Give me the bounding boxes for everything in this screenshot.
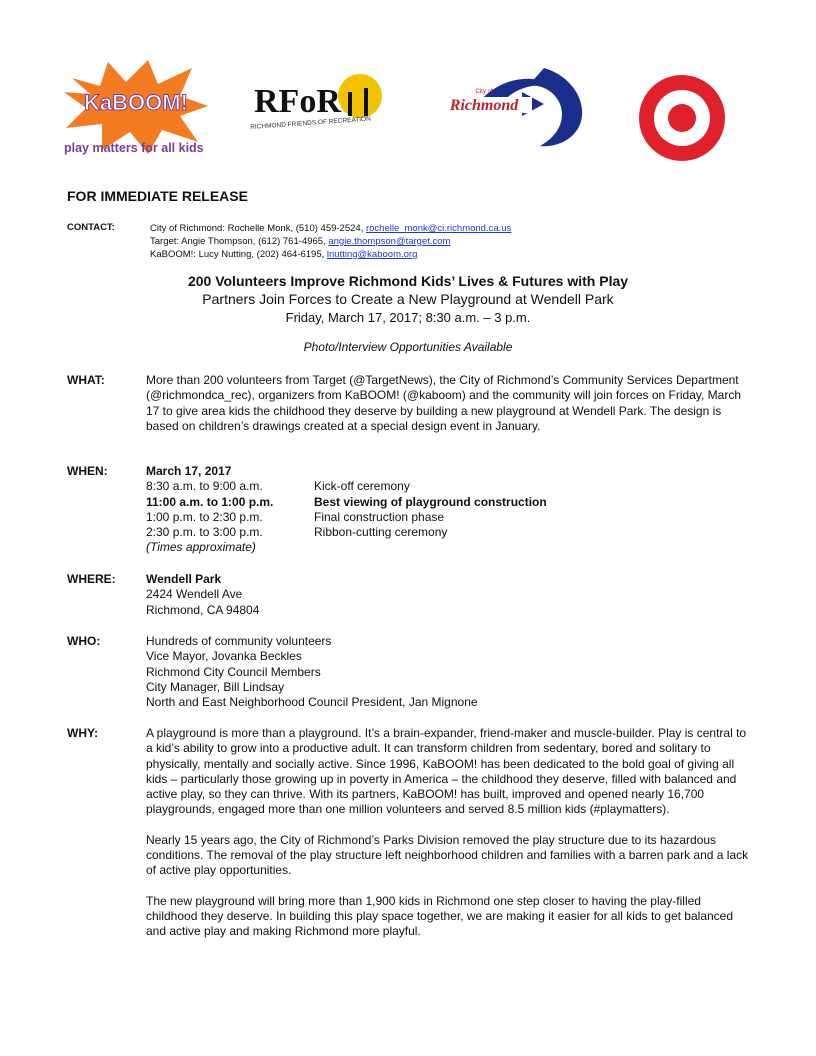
schedule-row — [146, 510, 547, 525]
city-of-richmond-logo — [436, 66, 586, 148]
when-date: March 17, 2017 — [146, 464, 232, 478]
why-label: WHY: — [67, 726, 99, 740]
kaboom-tagline: play matters for all kids — [64, 141, 204, 155]
contact-text: City of Richmond: Rochelle Monk, (510) 459-2524, — [150, 223, 366, 234]
who-item: Hundreds of community volunteers — [146, 634, 332, 648]
headline-date: Friday, March 17, 2017; 8:30 a.m. – 3 p.m. — [285, 310, 531, 325]
contact-text: KaBOOM!: Lucy Nutting, (202) 464-6195, — [150, 249, 327, 260]
target-logo — [622, 74, 742, 162]
where-address-line2: Richmond, CA 94804 — [146, 602, 260, 617]
contact-label: CONTACT: — [67, 222, 115, 233]
where-label: WHERE: — [67, 572, 116, 586]
schedule-time: 2:30 p.m. to 3:00 p.m. — [146, 525, 263, 540]
why-paragraph: The new playground will bring more than 1,900 kids in Richmond one step closer to having the play-filled childhood they deserve. In building this play space together, we are making it easier for all kids to get balanced and active play and making Richmond more playful. — [146, 893, 734, 939]
where-address-line1: 2424 Wendell Ave — [146, 587, 243, 602]
schedule-row — [146, 495, 547, 510]
contact-email-link[interactable]: angie.thompson@target.com — [328, 236, 451, 247]
kaboom-logo-text: KaBOOM! — [84, 90, 188, 115]
headline-subtitle: Partners Join Forces to Create a New Playground at Wendell Park — [202, 291, 614, 307]
why-paragraph: Nearly 15 years ago, the City of Richmond’s Parks Division removed the play structure due to its hazardous conditions. The removal of the play structure left neighborhood children and families with a barren park and a lack of active play opportunities. — [146, 832, 749, 878]
why-text — [146, 726, 754, 940]
who-item: City Manager, Bill Lindsay — [146, 679, 285, 694]
where-block — [146, 572, 259, 618]
headline-block — [0, 272, 816, 326]
contact-email-link[interactable]: lnutting@kaboom.org — [326, 249, 418, 260]
what-text: More than 200 volunteers from Target (@TargetNews), the City of Richmond’s Community Services Department (@richmondca_rec), organizers from KaBOOM! (@kaboom) and the community will join forces on Friday, March 17 to give area kids the childhood they deserve by building a new playground at Wendell Park. The design is based on children’s drawings created at a special design event in January. — [146, 373, 742, 433]
where-name: Wendell Park — [146, 572, 222, 586]
schedule-event: Final construction phase — [314, 509, 445, 524]
schedule-time: 8:30 a.m. to 9:00 a.m. — [146, 479, 263, 494]
richmond-logo-small: City of — [475, 89, 493, 95]
contact-line — [150, 222, 511, 235]
schedule-row — [146, 479, 547, 494]
contact-line — [150, 248, 511, 261]
schedule-time: 1:00 p.m. to 2:30 p.m. — [146, 509, 263, 524]
schedule-row — [146, 525, 547, 540]
contact-text: Target: Angie Thompson, (612) 761-4965, — [150, 236, 329, 247]
when-schedule — [146, 464, 547, 556]
when-label: WHEN: — [67, 464, 108, 478]
schedule-time: 11:00 a.m. to 1:00 p.m. — [146, 494, 274, 509]
contact-list — [150, 222, 511, 261]
who-item: North and East Neighborhood Council President, Jan Mignone — [146, 695, 478, 710]
release-heading: FOR IMMEDIATE RELEASE — [67, 188, 248, 204]
headline-title: 200 Volunteers Improve Richmond Kids’ Lives & Futures with Play — [187, 273, 629, 289]
who-list — [146, 634, 478, 710]
schedule-event: Kick-off ceremony — [314, 479, 410, 494]
who-item: Richmond City Council Members — [146, 664, 321, 679]
why-paragraph: A playground is more than a playground. It’s a brain-expander, friend-maker and muscle-builder. Play is central to a kid’s ability to grow into a productive adult. It can transform children from sedentary, bored and solitary to physically, mentally and socially active. Since 1996, KaBOOM! has been dedicated to the bold goal of giving all kids – particularly those growing up in poverty in America – the childhood they deserve, filled with balanced and active play, so they can thrive. With its partners, KaBOOM! has built, improved and opened nearly 16,700 playgrounds, engaged more than one million volunteers and served 8.5 million kids (#playmatters). — [146, 726, 747, 817]
contact-email-link[interactable]: rochelle_monk@ci.richmond.ca.us — [365, 223, 512, 234]
what-label: WHAT: — [67, 373, 105, 387]
rfor-tagline: RICHMOND FRIENDS OF RECREATION — [250, 115, 372, 131]
schedule-event: Ribbon-cutting ceremony — [314, 525, 448, 540]
rfor-logo-text: RFoR — [254, 83, 341, 120]
contact-line — [150, 235, 511, 248]
photo-note: Photo/Interview Opportunities Available — [303, 340, 513, 354]
richmond-logo-text: Richmond — [449, 97, 519, 114]
schedule-note: (Times approximate) — [146, 540, 256, 555]
who-label: WHO: — [67, 634, 101, 648]
who-item: Vice Mayor, Jovanka Beckles — [146, 649, 302, 664]
schedule-event: Best viewing of playground construction — [314, 494, 547, 509]
